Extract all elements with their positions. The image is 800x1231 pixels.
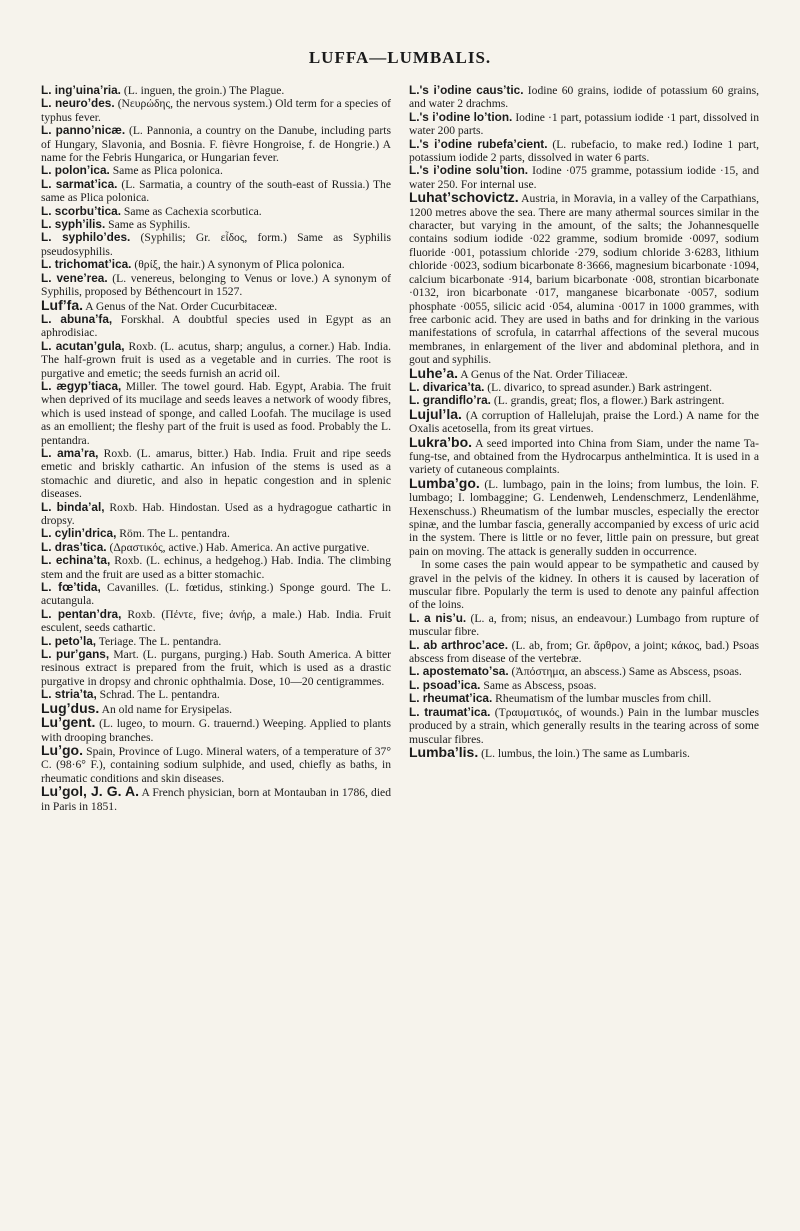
dictionary-entry: [41, 340, 391, 380]
dictionary-entry: [409, 558, 759, 612]
entry-headword: L. sarmatʼica.: [41, 176, 118, 191]
entry-definition: A Genus of the Nat. Order Tiliaceæ.: [458, 367, 628, 381]
entry-headword: L. pannoʼnicæ.: [41, 123, 126, 138]
dictionary-entry: [41, 716, 391, 744]
entry-headword: L.'s iʼodine soluʼtion.: [409, 163, 529, 178]
dictionary-entry: [409, 111, 759, 138]
entry-definition: Miller. The towel gourd. Hab. Egypt, Arabia. The fruit when deprived of its mucilage and seeds leaves a network of woody fibres, which is used instead of sponge, and called Loofah. The mucilage is used as an emollient; the fleshy part of the fruit is used as food. Probably the L. pentandra.: [41, 379, 391, 447]
entry-definition: Roxb. (L. echinus, a hedgehog.) Hab. India. The climbing stem and the fruit are used as a bitter stomachic.: [41, 554, 391, 581]
dictionary-entry: [41, 527, 391, 540]
dictionary-entry: [409, 679, 759, 692]
dictionary-entry: [41, 272, 391, 299]
entry-definition: A seed imported into China from Siam, under the name Ta-fung-tse, and obtained from the Hydrocarpus anthelmintica. It is used in a variety of cutaneous complaints.: [409, 436, 759, 477]
entry-headword: Lufʼfa.: [41, 296, 83, 313]
entry-definition: (Νευρώδης, the nervous system.) Old term for a species of typhus fever.: [41, 97, 392, 124]
entry-definition: (L. lumbago, pain in the loins; from lumbus, the loin. F. lumbago; I. lombaggine; G. Lendenweh, Lendenschmerz, Lendenlähme, Hexenschuss.) Rheumatism of the lumbar muscles, especially the erector spinæ, and the lumbar fascia, generally accompanied by excess of uric acid in the system. There is little or no fever, little pain on pressure, but great pain on moving. The attack is generally sudden in occurrence.: [409, 477, 759, 558]
entry-definition: (A corruption of Hallelujah, praise the Lord.) A name for the Oxalis acetosella, from its great virtues.: [409, 408, 759, 436]
entry-definition: Röm. The L. pentandra.: [116, 527, 230, 541]
dictionary-entry: [409, 743, 759, 760]
entry-headword: L. ægypʼtiaca,: [41, 378, 122, 393]
entry-definition: (Ἀπόστημα, an abscess.) Same as Abscess, psoas.: [508, 665, 742, 679]
entry-headword: Lujulʼla.: [409, 405, 462, 422]
entry-definition: An old name for Erysipelas.: [99, 702, 232, 716]
dictionary-entry: [41, 218, 391, 231]
entry-headword: L. abunaʼfa,: [41, 311, 113, 326]
entry-definition: (L. ab, from; Gr. ἄρθρον, a joint; κάκος, bad.) Psoas abscess from disease of the vertebræ.: [409, 638, 760, 666]
entry-headword: L. grandifloʼra.: [409, 393, 491, 408]
entry-headword: Luʼgol, J. G. A.: [41, 783, 140, 800]
entry-headword: Lumbaʼlis.: [409, 743, 479, 760]
entry-headword: L. purʼgans,: [41, 647, 110, 662]
running-head: LUFFA—LUMBALIS.: [308, 48, 492, 67]
entry-headword: L. acutanʼgula,: [41, 338, 125, 353]
entry-definition: Teriage. The L. pentandra.: [96, 634, 222, 648]
entry-definition: Iodine 60 grains, iodide of potassium 60 grains, and water 2 drachms.: [409, 84, 759, 111]
entry-definition: Mart. (L. purgans, purging.) Hab. South America. A bitter resinous extract is prepared from the fruit, which is used as a drastic purgative in dropsy and chronic ophthalmia. Dose, 10—20 centigrammes.: [41, 648, 392, 688]
entry-definition: In some cases the pain would appear to be sympathetic and caused by gravel in the pelvis of the kidney. In others it is caused by laceration of muscular fibre. Popularly the term is used to denote any painful affection of the loins.: [409, 558, 759, 612]
dictionary-entry: [409, 381, 759, 394]
entry-headword: L. drasʼtica.: [41, 539, 107, 554]
entry-headword: L. syphiloʼdes.: [41, 230, 131, 245]
entry-headword: Lumbaʼgo.: [409, 474, 480, 491]
dictionary-entry: [409, 191, 759, 366]
dictionary-entry: [41, 447, 391, 501]
entry-headword: L. ab arthrocʼace.: [409, 637, 509, 652]
entry-definition: Rheumatism of the lumbar muscles from chill.: [492, 692, 712, 706]
entry-definition: (L. Sarmatia, a country of the south-east of Russia.) The same as Plica polonica.: [41, 177, 391, 205]
entry-definition: Cavanilles. (L. fœtidus, stinking.) Sponge gourd. The L. acutangula.: [41, 581, 391, 608]
dictionary-entry: [409, 138, 759, 165]
entry-headword: L. syphʼilis.: [41, 217, 106, 232]
dictionary-entry: [41, 178, 391, 205]
entry-headword: L.'s iʼodine rubefaʼcient.: [409, 136, 548, 151]
dictionary-entry: [409, 433, 759, 477]
entry-headword: L. psoadʼica.: [409, 677, 481, 692]
entry-headword: L.'s iʼodine loʼtion.: [409, 109, 513, 124]
entry-headword: L. pentanʼdra,: [41, 606, 122, 621]
dictionary-entry: [41, 231, 391, 258]
entry-headword: L. traumatʼica.: [409, 704, 491, 719]
dictionary-entry: [409, 474, 759, 558]
entry-headword: Lukraʼbo.: [409, 433, 473, 450]
dictionary-entry: [41, 296, 391, 313]
entry-definition: Same as Syphilis.: [105, 218, 191, 232]
entry-definition: Forskhal. A doubtful species used in Egypt as an aphrodisiac.: [41, 312, 391, 340]
entry-definition: Spain, Province of Lugo. Mineral waters, of a temperature of 37° C. (98·6° F.), containing sodium sulphide, and used, chiefly as baths, in rheumatic conditions and skin diseases.: [41, 744, 391, 785]
entry-headword: L. striaʼta,: [41, 687, 97, 702]
entry-definition: Same as Plica polonica.: [109, 164, 223, 178]
entry-definition: (L. lumbus, the loin.) The same as Lumbaris.: [478, 746, 690, 760]
dictionary-entry: [41, 164, 391, 177]
dictionary-entry: [409, 612, 759, 639]
entry-definition: (Syphilis; Gr. εἶδος, form.) Same as Syphilis pseudosyphilis.: [41, 231, 391, 258]
entry-headword: L. amaʼra,: [41, 445, 99, 460]
entry-definition: (L. rubefacio, to make red.) Iodine 1 part, potassium iodide 2 parts, dissolved in water 6 parts.: [409, 137, 759, 165]
entry-headword: L. trichomatʼica.: [41, 257, 132, 272]
entry-headword: L. petoʼla,: [41, 633, 97, 648]
dictionary-entry: [409, 164, 759, 191]
text-columns: [41, 84, 759, 813]
dictionary-entry: [41, 541, 391, 554]
dictionary-entry: [409, 364, 759, 381]
dictionary-entry: [41, 581, 391, 608]
entry-definition: (L. divarico, to spread asunder.) Bark astringent.: [484, 380, 713, 394]
dictionary-entry: [41, 554, 391, 581]
entry-definition: Austria, in Moravia, in a valley of the Carpathians, 1200 metres above the sea. There are many athermal sources similar in the character, but varying in the amount, of the salts; the Johannesquelle contains sodium iodide ·022 gramme, sodium bromide ·0097, sodium fluoride ·001, potassium chloride ·279, sodium chloride 3·6283, lithium chloride ·0023, sodium bicarbonate 8·3666, magnesium bicarbonate ·1094, calcium bicarbonate ·914, barium bicarbonate ·008, strontian bicarbonate ·0132, iron bicarbonate ·017, manganese bicarbonate ·0057, sodium phosphate ·0055, silicic acid ·054, alumina ·0017 in 1000 grammes, with free carbonic acid. They are used in baths and for drinking in the various manifestations of scrofula, in catarrhal affections of the several mucous membranes, in enlargement of the liver and abdominal plethora, and in gout and syphilis.: [409, 192, 759, 367]
entry-definition: (Τραυματικός, of wounds.) Pain in the lumbar muscles produced by a strain, which generally results in the tearing across of some muscular fibres.: [409, 705, 759, 746]
entry-headword: L. neuroʼdes.: [41, 96, 115, 111]
dictionary-entry: [41, 635, 391, 648]
entry-definition: A French physician, born at Montauban in 1786, died in Paris in 1851.: [41, 786, 391, 813]
entry-headword: L. cylinʼdrica,: [41, 526, 117, 541]
entry-headword: Luʼgent.: [41, 714, 96, 731]
entry-headword: Luhatʼschovictz.: [409, 189, 519, 206]
entry-headword: L. polonʼica.: [41, 163, 110, 178]
entry-definition: (Δραστικός, active.) Hab. America. An active purgative.: [106, 540, 370, 554]
entry-definition: Schrad. The L. pentandra.: [96, 688, 220, 702]
dictionary-entry: [41, 258, 391, 271]
entry-headword: L. apostematoʼsa.: [409, 664, 509, 679]
dictionary-entry: [41, 648, 391, 688]
dictionary-entry: [409, 692, 759, 705]
entry-headword: Lugʼdus.: [41, 699, 100, 716]
entry-headword: L. fœʼtida,: [41, 580, 101, 595]
entry-headword: L. divaricaʼta.: [409, 379, 485, 394]
entry-definition: (L. a, from; nisus, an endeavour.) Lumbago from rupture of muscular fibre.: [409, 611, 759, 639]
dictionary-entry: [409, 405, 759, 436]
entry-headword: L. scorbuʼtica.: [41, 203, 121, 218]
dictionary-entry: [41, 608, 391, 635]
entry-headword: L.'s iʼodine causʼtic.: [409, 83, 524, 97]
entry-headword: Luʼgo.: [41, 741, 83, 758]
dictionary-entry: [41, 124, 391, 164]
entry-headword: L. echinaʼta,: [41, 553, 111, 568]
dictionary-entry: [41, 501, 391, 528]
entry-definition: Same as Cachexia scorbutica.: [120, 204, 262, 218]
dictionary-entry: [41, 785, 391, 813]
dictionary-entry: [41, 313, 391, 340]
dictionary-entry: [409, 665, 759, 678]
entry-headword: Luheʼa.: [409, 364, 459, 381]
entry-headword: L. rheumatʼica.: [409, 691, 493, 706]
entry-definition: Iodine ·1 part, potassium iodide ·1 part, dissolved in water 200 parts.: [409, 110, 760, 138]
dictionary-entry: [41, 205, 391, 218]
dictionary-entry: [41, 741, 391, 785]
entry-definition: (θρίξ, the hair.) A synonym of Plica polonica.: [131, 258, 345, 272]
entry-definition: (L. venereus, belonging to Venus or love.) A synonym of Syphilis, proposed by Béthencourt in 1527.: [41, 271, 391, 299]
entry-definition: (L. Pannonia, a country on the Danube, including parts of Hungary, Slavonia, and Bosnia. F. fièvre Hongroise, f. de Hongrie.) A name for the Febris Hungarica, or Hungarian fever.: [41, 124, 391, 165]
entry-definition: Roxb. (L. acutus, sharp; angulus, a corner.) Hab. India. The half-grown fruit is used as a vegetable and in curries. The root is purgative and emetic; the seeds furnish an acrid oil.: [41, 339, 391, 380]
entry-definition: Roxb. (Πέντε, five; ἀνήρ, a male.) Hab. India. Fruit esculent, seeds cathartic.: [41, 607, 392, 635]
dictionary-entry: [409, 639, 759, 666]
entry-definition: (L. inguen, the groin.) The Plague.: [120, 84, 285, 97]
dictionary-entry: [41, 380, 391, 447]
dictionary-entry: [409, 84, 759, 111]
entry-definition: (L. grandis, great; flos, a flower.) Bark astringent.: [490, 394, 725, 408]
entry-definition: Iodine ·075 gramme, potassium iodide ·15, and water 250. For internal use.: [409, 164, 760, 191]
entry-definition: Roxb. (L. amarus, bitter.) Hab. India. Fruit and ripe seeds emetic and briskly cathartic. An infusion of the stems is used as a stomachic and diuretic, and also in hepatic congestion and in splenic diseases.: [41, 446, 391, 501]
dictionary-entry: [41, 84, 391, 97]
entry-definition: A Genus of the Nat. Order Cucurbitaceæ.: [83, 299, 278, 313]
entry-definition: Same as Abscess, psoas.: [480, 678, 597, 692]
entry-headword: L. bindaʼal,: [41, 499, 105, 514]
entry-definition: Roxb. Hab. Hindostan. Used as a hydragogue cathartic in dropsy.: [41, 500, 391, 527]
entry-definition: (L. lugeo, to mourn. G. trauernd.) Weeping. Applied to plants with drooping branches.: [41, 717, 391, 744]
entry-headword: L. ingʼuinaʼria.: [41, 83, 121, 97]
dictionary-entry: [409, 706, 759, 746]
entry-headword: L. veneʼrea.: [41, 270, 108, 285]
dictionary-entry: [41, 97, 391, 124]
entry-headword: L. a nisʼu.: [409, 610, 467, 625]
right-column: [409, 84, 759, 813]
left-column: [41, 84, 391, 813]
